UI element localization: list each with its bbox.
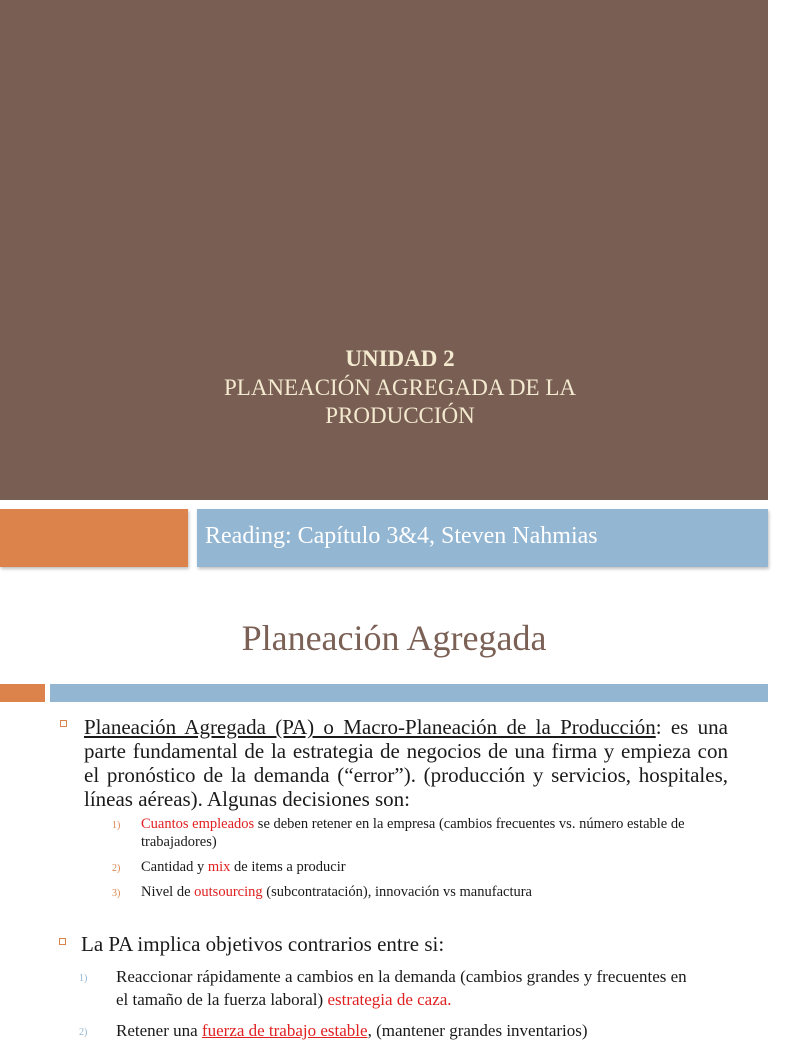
highlight-text: mix — [207, 859, 231, 875]
objectives-section — [48, 927, 698, 1042]
orange-accent-bar — [0, 684, 45, 702]
bullet-paragraph-pa — [60, 715, 728, 811]
unit-subtitle — [220, 374, 580, 430]
objectives-text: La PA implica objetivos contrarios entre si: — [81, 932, 445, 956]
highlight-text: outsourcing — [194, 884, 263, 900]
highlight-text: estrategia de caza. — [327, 990, 452, 1009]
item-text: Cantidad y — [141, 859, 208, 875]
list-number: 2) — [112, 863, 121, 874]
reading-text: Reading: Capítulo 3&4, Steven Nahmias — [205, 523, 598, 549]
pa-term: Planeación Agregada (PA) o Macro-Planeación de la Producción — [84, 715, 656, 739]
slide-title: Planeación Agregada — [241, 618, 547, 658]
item-text: (subcontratación), innovación vs manufactura — [262, 884, 532, 900]
item-text: se deben retener en la empresa (cambios frecuentes vs. número estable de trabajadores) — [141, 816, 685, 850]
decisions-list — [60, 815, 728, 901]
unit-subtitle-line-1: PLANEACIÓN AGREGADA DE LA — [223, 375, 577, 400]
list-item — [60, 883, 728, 901]
content-slide — [0, 584, 768, 1040]
list-number: 1) — [112, 820, 121, 831]
unit-heading: UNIDAD 2 — [345, 346, 455, 371]
list-item — [48, 1019, 698, 1042]
slide-title-block — [220, 344, 580, 430]
item-text: Retener una — [116, 1021, 202, 1040]
unit-subtitle-line-2: PRODUCCIÓN — [325, 403, 475, 428]
bullet-paragraph-objectives — [48, 931, 698, 957]
item-text: de items a producir — [230, 859, 346, 875]
item-text: Nivel de — [141, 884, 195, 900]
reading-bar — [197, 509, 768, 567]
item-text: , (mantener grandes inventarios) — [367, 1021, 588, 1040]
blue-accent-bar — [50, 684, 768, 702]
highlight-text: Cuantos empleados — [141, 816, 255, 832]
list-number: 2) — [79, 1027, 88, 1038]
item-text: Reaccionar rápidamente a cambios en la demanda (cambios grandes y frecuentes en el tamaño de la fuerza laboral) — [116, 967, 687, 1009]
list-item — [48, 965, 698, 1011]
list-number: 1) — [79, 973, 88, 984]
pa-description: : es una parte fundamental de la estrategia de negocios de una firma y empieza con el pronóstico de la demanda (“error”). (producción y servicios, hospitales, líneas aéreas). Algunas decisiones son: — [84, 715, 728, 811]
list-number: 3) — [112, 888, 121, 899]
square-bullet-icon — [59, 938, 66, 945]
square-bullet-icon — [60, 720, 67, 727]
highlight-text: fuerza de trabajo estable — [201, 1021, 368, 1040]
list-item — [60, 858, 728, 876]
list-item — [60, 815, 728, 851]
slide-body — [60, 715, 728, 908]
orange-accent-block — [0, 509, 188, 567]
